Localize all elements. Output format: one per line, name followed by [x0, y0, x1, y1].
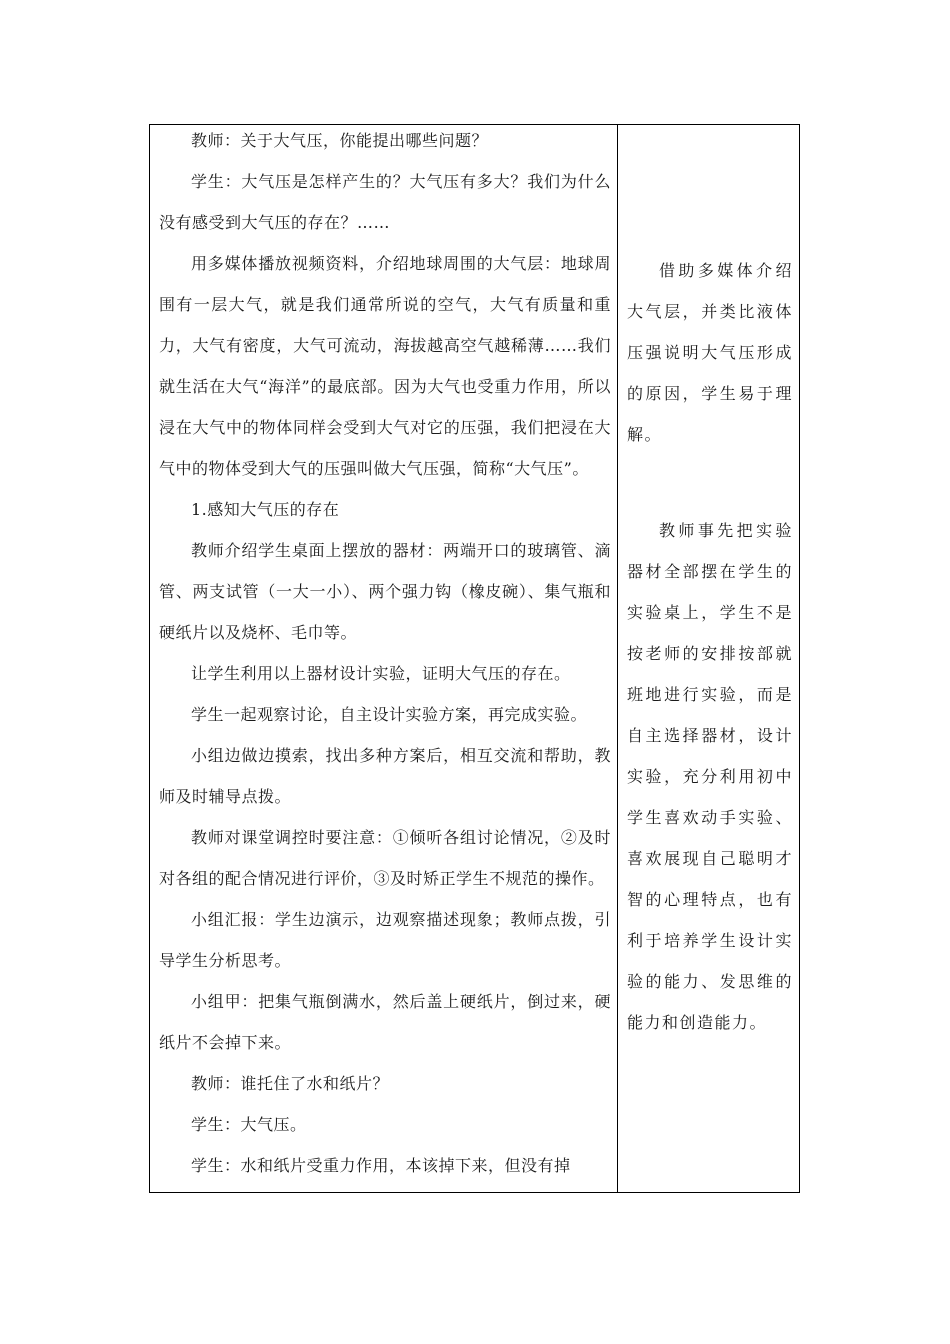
side-note-multimedia: 借助多媒体介绍大气层，并类比液体压强说明大气压形成的原因，学生易于理解。 [627, 261, 793, 444]
paragraph-student-discuss: 学生一起观察讨论，自主设计实验方案，再完成实验。 [191, 705, 588, 724]
lesson-table [149, 124, 800, 1193]
paragraph-teacher-question: 教师：关于大气压，你能提出哪些问题？ [191, 131, 489, 150]
column-divider [617, 125, 618, 1192]
design-intent-column [627, 125, 793, 1043]
section-heading-sense-pressure: 1.感知大气压的存在 [191, 500, 340, 519]
teaching-process-column [159, 125, 611, 1186]
paragraph-teacher-ask: 教师：谁托住了水和纸片？ [191, 1074, 390, 1093]
paragraph-group-report: 小组汇报：学生边演示，边观察描述现象；教师点拨，引导学生分析思考。 [159, 910, 611, 970]
paragraph-student-questions: 学生：大气压是怎样产生的？大气压有多大？我们为什么没有感受到大气压的存在？…… [159, 172, 611, 232]
paragraph-group-explore: 小组边做边摸索，找出多种方案后，相互交流和帮助，教师及时辅导点拨。 [159, 746, 611, 806]
paragraph-classroom-control: 教师对课堂调控时要注意：①倾听各组讨论情况，②及时对各组的配合情况进行评价，③及时矫正学生不规范的操作。 [159, 828, 611, 888]
paragraph-student-answer: 学生：大气压。 [191, 1115, 307, 1134]
paragraph-student-explain: 学生：水和纸片受重力作用，本该掉下来，但没有掉 [191, 1156, 571, 1175]
paragraph-group-a: 小组甲：把集气瓶倒满水，然后盖上硬纸片，倒过来，硬纸片不会掉下来。 [159, 992, 611, 1052]
paragraph-equipment: 教师介绍学生桌面上摆放的器材：两端开口的玻璃管、滴管、两支试管（一大一小）、两个强力钩（橡皮碗）、集气瓶和硬纸片以及烧杯、毛巾等。 [159, 541, 611, 642]
side-note-experiment: 教师事先把实验器材全部摆在学生的实验桌上，学生不是按老师的安排按部就班地进行实验，而是自主选择器材，设计实验，充分利用初中学生喜欢动手实验、喜欢展现自己聪明才智的心理特点，也有利于培养学生设计实验的能力、发思维的能力和创造能力。 [627, 521, 793, 1032]
paragraph-atmosphere-intro: 用多媒体播放视频资料，介绍地球周围的大气层：地球周围有一层大气，就是我们通常所说的空气，大气有质量和重力，大气有密度，大气可流动，海拔越高空气越稀薄……我们就生活在大气“海洋”的最底部。因为大气也受重力作用，所以浸在大气中的物体同样会受到大气对它的压强，我们把浸在大气中的物体受到大气的压强叫做大气压强，简称“大气压”。 [159, 254, 611, 478]
paragraph-design-task: 让学生利用以上器材设计实验，证明大气压的存在。 [191, 664, 571, 683]
